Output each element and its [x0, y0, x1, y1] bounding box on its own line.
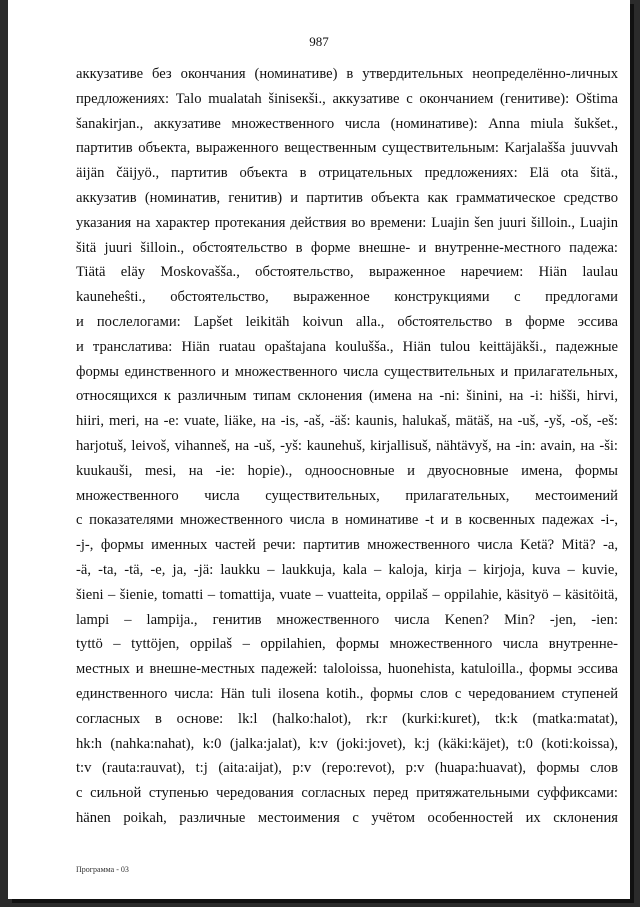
text-line: šanakirjan., аккузативе множественного числа (номинативе): Anna miula šukšet.,	[76, 115, 618, 132]
text-line: формы единственного и множественного числа существительных и прилагательных,	[76, 363, 618, 380]
text-line: и транслатива: Hiän ruatau opaštajana koulušša., Hiän tulou keittäjäkši., падежные	[76, 338, 618, 355]
text-line: аккузатив (номинатив, генитив) и партитив объекта как грамматическое средство	[76, 189, 618, 206]
text-line: äijän čäijyö., партитив объекта в отрицательных предложениях: Elä ota šitä.,	[76, 165, 618, 182]
text-line: согласных в основе: lk:l (halko:halot), rk:r (kurki:kuret), tk:k (matka:matat),	[76, 710, 618, 727]
text-line: t:v (rauta:rauvat), t:j (aita:aijat), p:v (repo:revot), p:v (huapa:huavat), формы слов	[76, 760, 618, 777]
text-line: hk:h (nahka:nahat), k:0 (jalka:jalat), k:v (joki:jovet), k:j (käki:käjet), t:0 (koti:koissa),	[76, 735, 618, 752]
text-line: аккузативе без окончания (номинативе) в утвердительных неопределённо-личных	[76, 66, 618, 82]
page-number: 987	[309, 34, 329, 49]
text-line: и послелогами: Lapšet leikitäh koivun alla., обстоятельство в форме эссива	[76, 313, 618, 330]
text-line: множественного числа существительных, прилагательных, местоимений	[76, 487, 618, 504]
text-line: партитив объекта, выраженного вещественным существительным: Karjalašša juuvvah	[76, 140, 618, 157]
text-line: hänen poikah, различные местоимения с учётом особенностей их склонения	[76, 809, 618, 826]
text-line: -j-, формы именных частей речи: партитив множественного числа Ketä? Mitä? -a,	[76, 537, 618, 554]
text-line: указания на характер протекания действия во времени: Luajin šen juuri šilloin., Luajin	[76, 214, 618, 231]
body-text	[76, 62, 618, 831]
text-line: tyttö – tyttöjen, oppilaš – oppilahien, формы множественного числа внутренне-	[76, 636, 618, 653]
text-line: harjotuš, leivoš, vihanneš, на -uš, -yš: kaunehuš, kirjallisuš, nähtävyš, на -in: avain, на -ši:	[76, 437, 618, 454]
text-line: šieni – šienie, tomatti – tomattija, vuate – vuatteita, oppilaš – oppilahie, käsityö – käsitöitä,	[76, 586, 618, 603]
text-line: предложениях: Talo mualatah šiniseкši., аккузативе с окончанием (генитиве): Oštima	[76, 90, 618, 107]
text-line: с сильной ступенью чередования согласных перед притяжательными суффиксами:	[76, 785, 618, 802]
text-line: местных и внешне-местных падежей: taloloissa, huonehista, katuloilla., формы эссива	[76, 661, 618, 678]
text-line: относящихся к различным типам склонения (имена на -ni: šinini, на -i: hišši, hirvi,	[76, 388, 618, 405]
text-line: с показателями множественного числа в номинативе -t и в косвенных падежах -i-,	[76, 512, 618, 529]
text-line: hiiri, meri, на -e: vuate, liäke, на -is, -aš, -äš: kaunis, halukaš, mätäš, на -uš, -yš, -oš, -eš:	[76, 413, 618, 430]
text-line: kuukauši, mesi, на -ie: hopie)., одноосновные и двуосновные имена, формы	[76, 462, 618, 479]
text-line: kauneheŝti., обстоятельство, выраженное конструкциями с предлогами	[76, 289, 618, 306]
text-line: šitä juuri šilloin., обстоятельство в форме внешне- и внутренне-местного падежа:	[76, 239, 618, 256]
text-line: lampi – lampija., генитив множественного числа Kenen? Min? -jen, -ien:	[76, 611, 618, 628]
text-line: единственного числа: Hän tuli ilosena kotih., формы слов с чередованием ступеней	[76, 685, 618, 702]
page-footer: Программа - 03	[76, 865, 129, 874]
text-line: -ä, -ta, -tä, -e, ja, -jä: laukku – laukkuja, kala – kaloja, kirja – kirjoja, kuva – kuvie,	[76, 561, 618, 578]
text-line: Tiätä eläy Moskovašša., обстоятельство, выраженное наречием: Hiän laulau	[76, 264, 618, 281]
document-page	[8, 0, 630, 899]
